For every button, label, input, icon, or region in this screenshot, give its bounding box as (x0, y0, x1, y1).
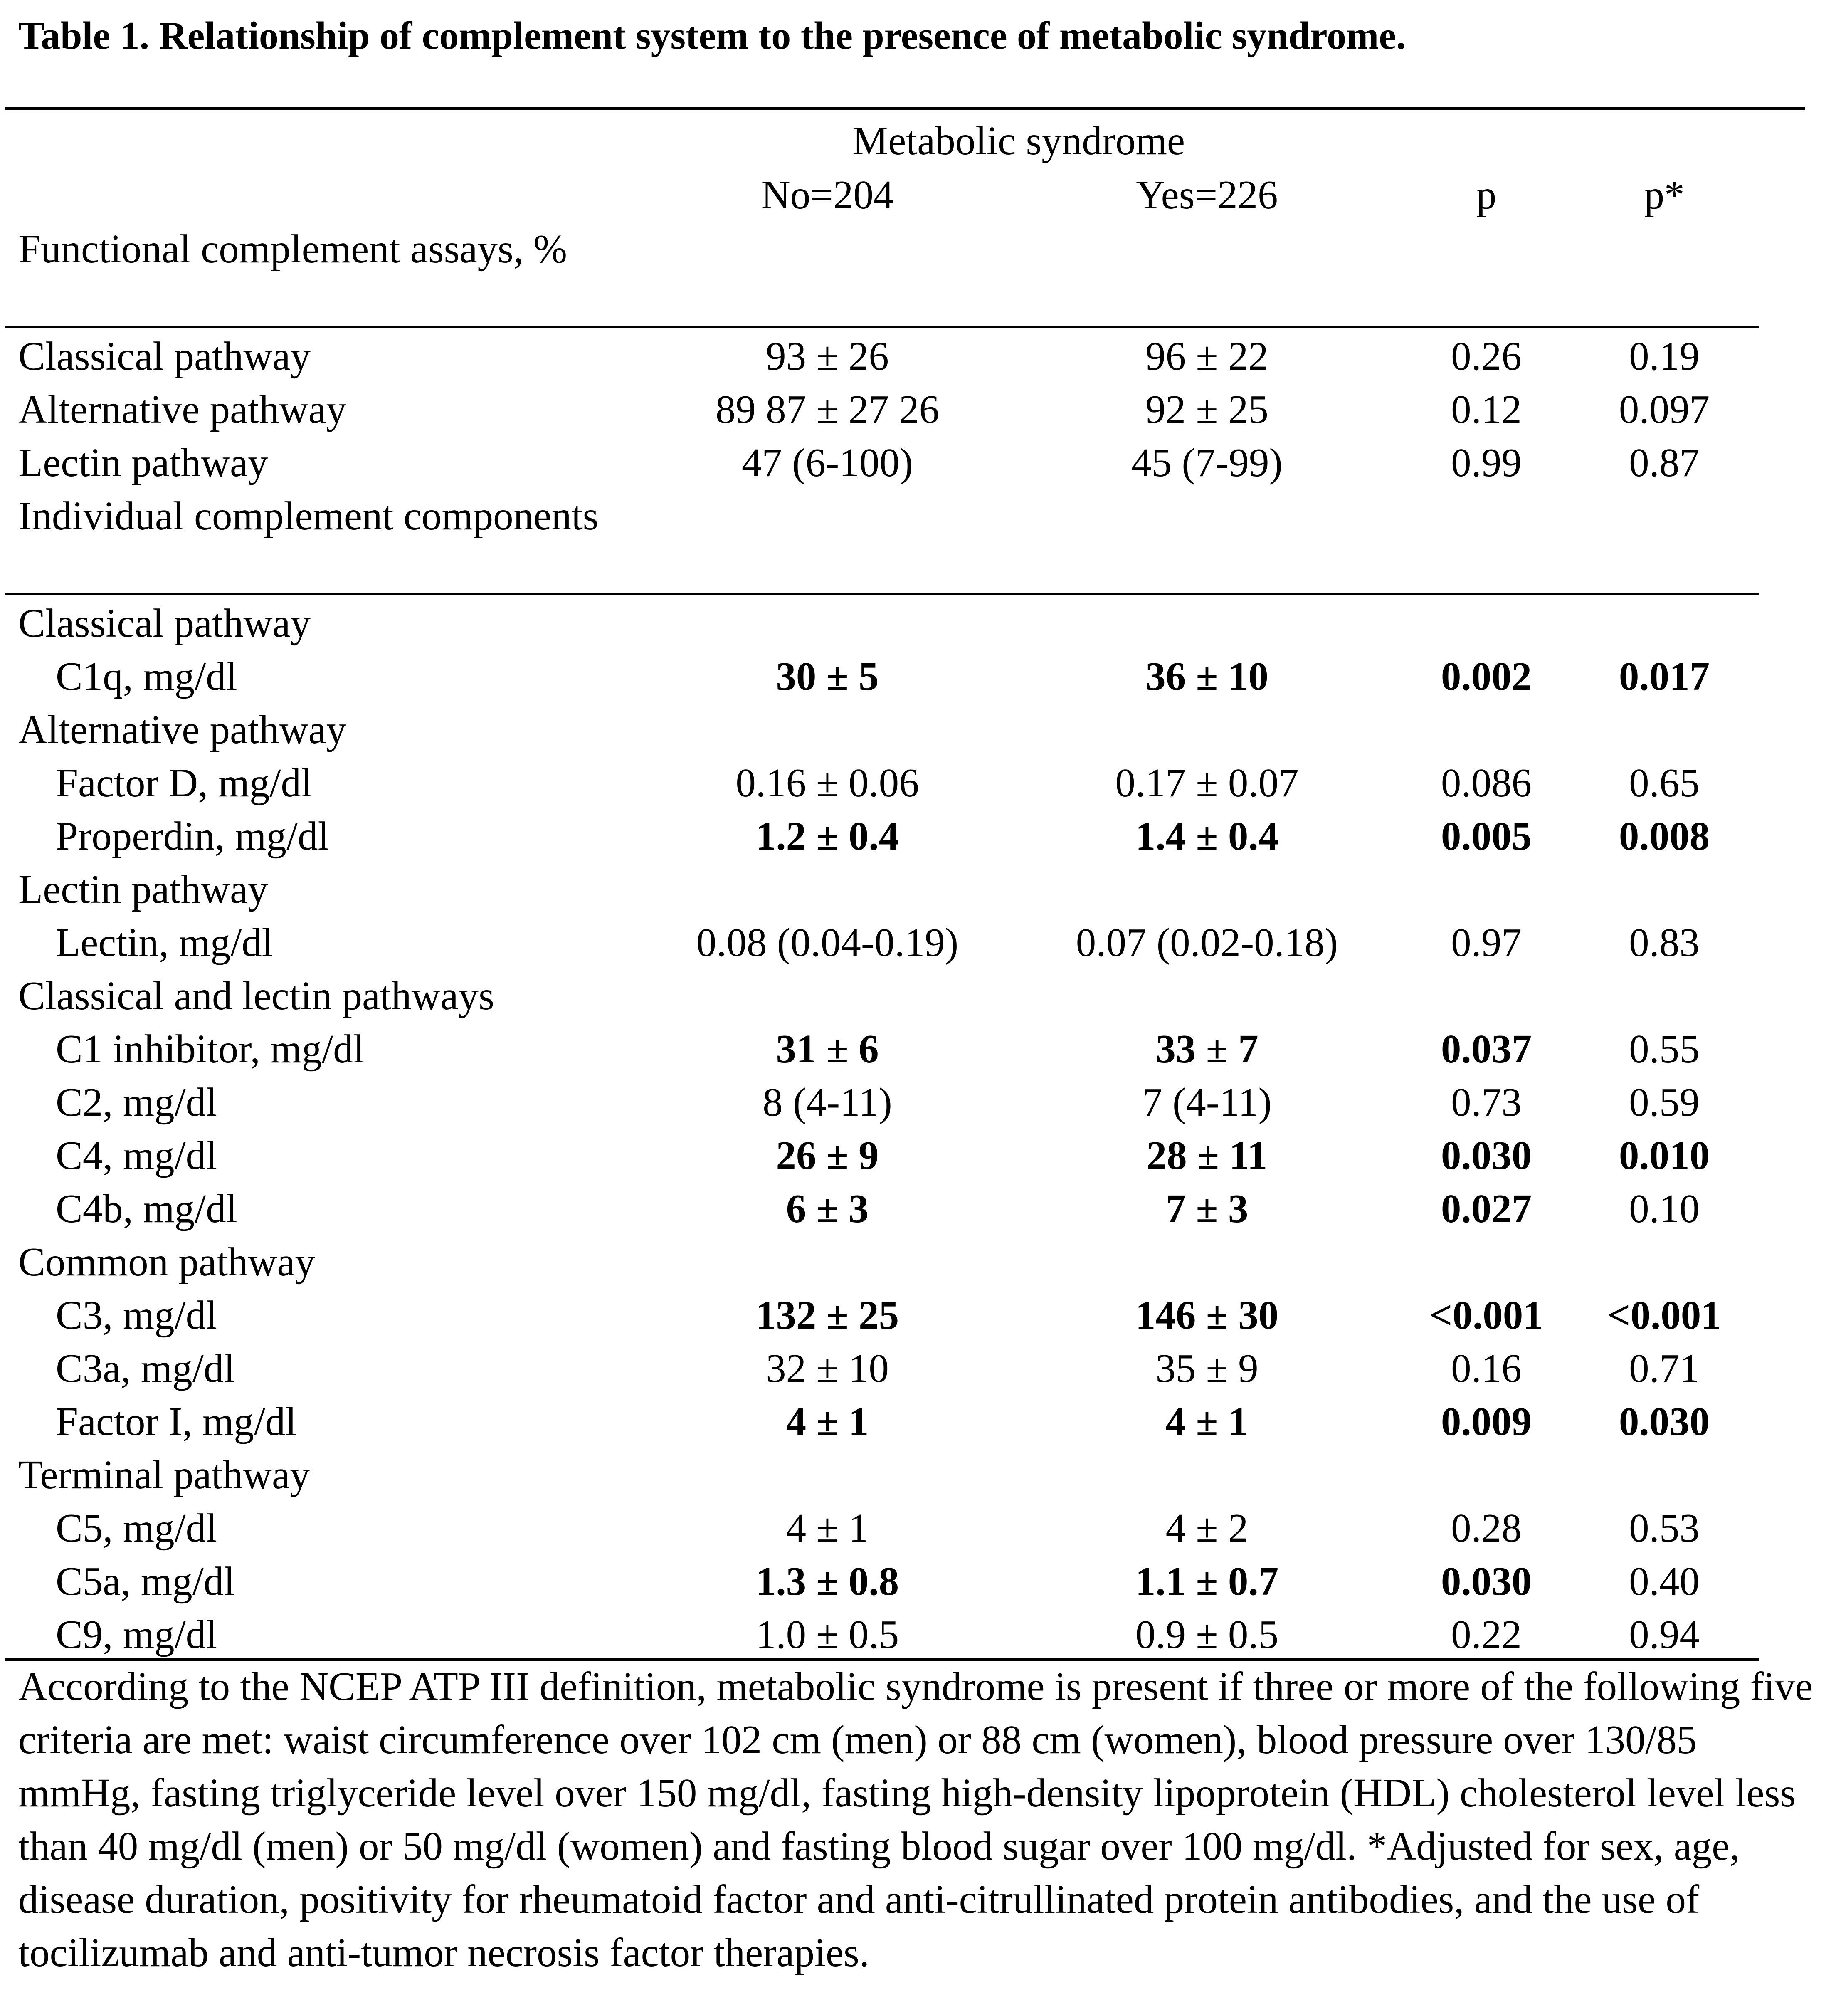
row-value-no: 30 ± 5 (776, 654, 879, 699)
row-value-yes: 7 ± 3 (1165, 1186, 1249, 1231)
row-label: C1q, mg/dl (56, 654, 237, 699)
row-value-p-adjusted: 0.53 (1629, 1506, 1700, 1550)
row-value-yes: 45 (7-99) (1131, 440, 1283, 485)
row-label: C9, mg/dl (56, 1612, 217, 1657)
row-value-p: <0.001 (1429, 1293, 1543, 1337)
row-value-p-adjusted: <0.001 (1607, 1293, 1721, 1337)
row-value-p: 0.030 (1441, 1559, 1532, 1603)
row-label: C4, mg/dl (56, 1133, 217, 1178)
row-value-no: 26 ± 9 (776, 1133, 879, 1178)
header-col-yes: Yes=226 (1136, 173, 1278, 217)
section2-rule (5, 593, 1759, 595)
row-value-p-adjusted: 0.83 (1629, 920, 1700, 965)
row-label: C3, mg/dl (56, 1293, 217, 1337)
row-value-yes: 0.07 (0.02-0.18) (1076, 920, 1338, 965)
row-value-yes: 146 ± 30 (1135, 1293, 1279, 1337)
row-label: C5a, mg/dl (56, 1559, 235, 1603)
row-label: C1 inhibitor, mg/dl (56, 1027, 365, 1071)
row-value-p-adjusted: 0.010 (1619, 1133, 1710, 1178)
row-value-p-adjusted: 0.94 (1629, 1612, 1700, 1657)
row-label: Alternative pathway (18, 387, 347, 432)
group-label-alternative: Alternative pathway (18, 707, 347, 752)
row-value-p: 0.28 (1451, 1506, 1522, 1550)
row-label: C2, mg/dl (56, 1080, 217, 1124)
row-label: Classical pathway (18, 334, 311, 378)
row-value-yes: 0.9 ± 0.5 (1135, 1612, 1279, 1657)
row-label: C3a, mg/dl (56, 1346, 235, 1391)
row-value-no: 47 (6-100) (741, 440, 913, 485)
row-value-yes: 4 ± 1 (1165, 1399, 1249, 1444)
row-label: Lectin pathway (18, 440, 268, 485)
row-value-p: 0.030 (1441, 1133, 1532, 1178)
row-value-yes: 35 ± 9 (1155, 1346, 1259, 1391)
row-label: Properdin, mg/dl (56, 814, 329, 858)
row-value-yes: 4 ± 2 (1165, 1506, 1249, 1550)
group-label-common: Common pathway (18, 1240, 315, 1284)
row-value-no: 0.08 (0.04-0.19) (696, 920, 959, 965)
row-value-p: 0.97 (1451, 920, 1522, 965)
row-value-p-adjusted: 0.40 (1629, 1559, 1700, 1603)
row-value-no: 6 ± 3 (786, 1186, 869, 1231)
section-functional-assays-label: Functional complement assays, % (18, 227, 568, 271)
row-value-p-adjusted: 0.19 (1629, 334, 1700, 378)
row-value-no: 89 87 ± 27 26 (715, 387, 940, 432)
row-label: C5, mg/dl (56, 1506, 217, 1550)
row-value-p: 0.037 (1441, 1027, 1532, 1071)
row-value-p: 0.26 (1451, 334, 1522, 378)
row-value-yes: 96 ± 22 (1145, 334, 1268, 378)
row-value-no: 32 ± 10 (766, 1346, 889, 1391)
row-value-p-adjusted: 0.097 (1619, 387, 1710, 432)
header-col-p-adjusted: p* (1644, 173, 1685, 217)
row-value-no: 4 ± 1 (786, 1399, 869, 1444)
row-value-p: 0.009 (1441, 1399, 1532, 1444)
group-label-terminal: Terminal pathway (18, 1453, 310, 1497)
top-rule (5, 107, 1805, 110)
row-value-no: 4 ± 1 (786, 1506, 869, 1550)
row-value-p-adjusted: 0.030 (1619, 1399, 1710, 1444)
row-value-p-adjusted: 0.008 (1619, 814, 1710, 858)
row-value-no: 132 ± 25 (755, 1293, 899, 1337)
group-label-lectin: Lectin pathway (18, 867, 268, 912)
row-value-p-adjusted: 0.59 (1629, 1080, 1700, 1124)
table-footnote: According to the NCEP ATP III definition, metabolic syndrome is present if three or more of the following five criteria are met: waist circumference over 102 cm (men) or 88 cm (women), blood pressure over 130/85 mmHg, fasting triglyceride level over 150 mg/dl, fasting high-density lipoprotein (HDL) cholesterol level less than 40 mg/dl (men) or 50 mg/dl (women) and fasting blood sugar over 100 mg/dl. *Adjusted for sex, age, disease duration, positivity for rheumatoid factor and anti-citrullinated protein antibodies, and the use of tocilizumab and anti-tumor necrosis factor therapies. (18, 1664, 1813, 1975)
row-value-p-adjusted: 0.55 (1629, 1027, 1700, 1071)
row-value-yes: 28 ± 11 (1146, 1133, 1268, 1178)
row-value-yes: 1.4 ± 0.4 (1135, 814, 1279, 858)
header-group-label: Metabolic syndrome (852, 119, 1185, 163)
row-value-p-adjusted: 0.87 (1629, 440, 1700, 485)
row-value-yes: 92 ± 25 (1145, 387, 1268, 432)
row-value-no: 0.16 ± 0.06 (735, 761, 919, 805)
row-value-yes: 36 ± 10 (1145, 654, 1268, 699)
row-value-p-adjusted: 0.10 (1629, 1186, 1700, 1231)
row-value-no: 93 ± 26 (766, 334, 889, 378)
row-label: Factor I, mg/dl (56, 1399, 297, 1444)
row-value-p-adjusted: 0.71 (1629, 1346, 1700, 1391)
table-title: Table 1. Relationship of complement system to the presence of metabolic syndrome. (18, 14, 1406, 57)
row-label: C4b, mg/dl (56, 1186, 237, 1231)
row-value-p: 0.73 (1451, 1080, 1522, 1124)
header-col-no: No=204 (761, 173, 894, 217)
group-label-classical: Classical pathway (18, 601, 311, 645)
row-value-no: 1.2 ± 0.4 (755, 814, 899, 858)
row-value-p: 0.086 (1441, 761, 1532, 805)
row-label: Lectin, mg/dl (56, 920, 273, 965)
row-value-p: 0.16 (1451, 1346, 1522, 1391)
row-value-yes: 0.17 ± 0.07 (1115, 761, 1299, 805)
row-value-no: 1.3 ± 0.8 (755, 1559, 899, 1603)
row-value-p: 0.002 (1441, 654, 1532, 699)
section1-rule (5, 326, 1759, 328)
section-individual-components-label: Individual complement components (18, 494, 599, 538)
row-value-p-adjusted: 0.65 (1629, 761, 1700, 805)
row-value-yes: 1.1 ± 0.7 (1135, 1559, 1279, 1603)
row-value-p: 0.12 (1451, 387, 1522, 432)
row-value-no: 1.0 ± 0.5 (755, 1612, 899, 1657)
row-value-p: 0.99 (1451, 440, 1522, 485)
row-value-p: 0.22 (1451, 1612, 1522, 1657)
header-col-p: p (1476, 173, 1497, 217)
row-value-yes: 7 (4-11) (1142, 1080, 1272, 1124)
row-value-no: 8 (4-11) (763, 1080, 892, 1124)
row-value-p: 0.027 (1441, 1186, 1532, 1231)
row-value-no: 31 ± 6 (776, 1027, 879, 1071)
row-value-p-adjusted: 0.017 (1619, 654, 1710, 699)
row-value-yes: 33 ± 7 (1155, 1027, 1259, 1071)
row-value-p: 0.005 (1441, 814, 1532, 858)
group-label-classical-lectin: Classical and lectin pathways (18, 973, 494, 1018)
row-label: Factor D, mg/dl (56, 761, 312, 805)
